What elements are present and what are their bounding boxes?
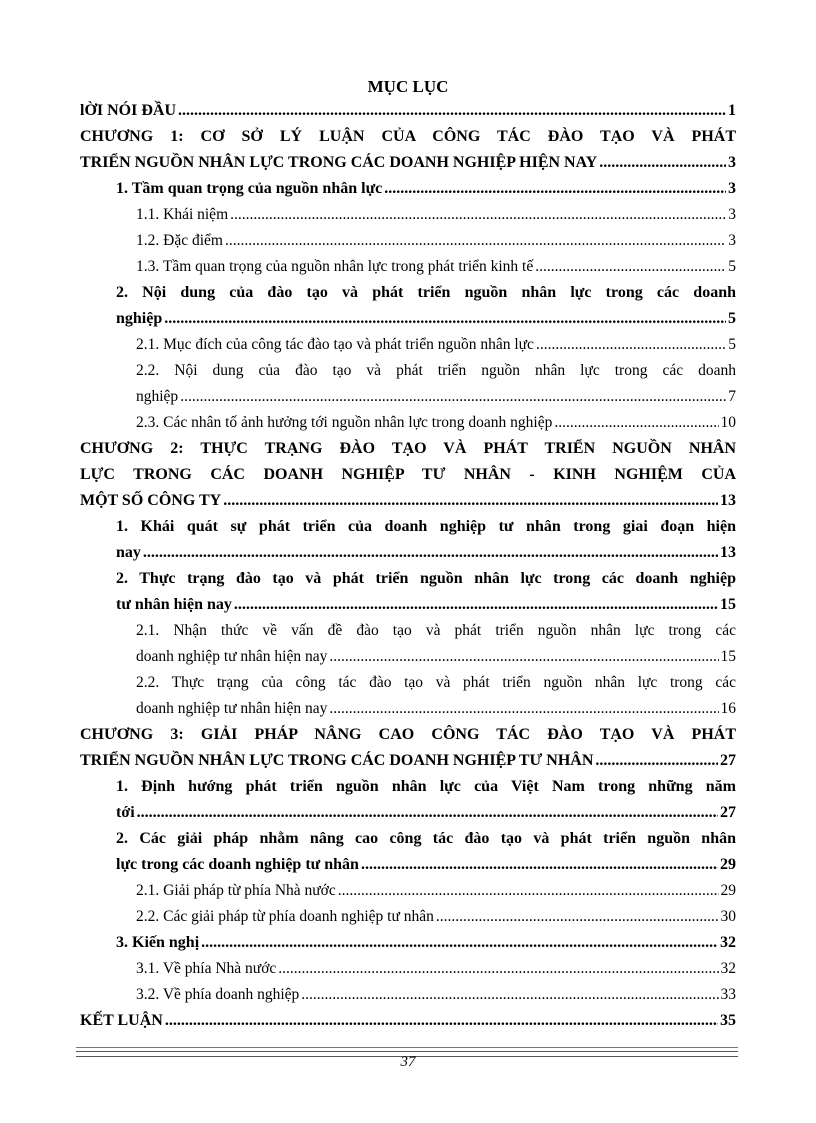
toc-page-number: 33 <box>720 986 736 1003</box>
leader-dots <box>165 1008 718 1034</box>
leader-dots <box>230 202 726 228</box>
toc-page-number: 13 <box>720 544 736 561</box>
toc-page-number: 27 <box>720 804 736 821</box>
toc-entry-2-2-2[interactable] <box>80 670 736 722</box>
toc-entry-text-cont: doanh nghiệp tư nhân hiện nay <box>136 648 328 665</box>
toc-entry-text: 2.2. Nội dung của đào tạo và phát triển nguồn nhân lực trong các doanh <box>136 362 736 379</box>
toc-page-number: 3 <box>728 232 736 249</box>
toc-entry-3-2-1[interactable] <box>80 878 736 904</box>
toc-entry-2-1[interactable] <box>80 514 736 566</box>
leader-dots <box>338 878 719 904</box>
toc-entry-text-mid: LỰC TRONG CÁC DOANH NGHIỆP TƯ NHÂN - KINH NGHIỆM CỦA <box>80 466 736 483</box>
leader-dots <box>137 800 718 826</box>
leader-dots <box>301 982 718 1008</box>
toc-entry-3-3-2[interactable] <box>80 982 736 1008</box>
toc-page-number: 7 <box>728 388 736 405</box>
toc-entry-text: 3.1. Về phía Nhà nước <box>136 960 277 977</box>
toc-entry-text-cont: nghiệp <box>136 388 179 405</box>
toc-page-number: 5 <box>728 310 736 327</box>
toc-entry-text: 2.1. Giải pháp từ phía Nhà nước <box>136 882 336 899</box>
toc-page-number: 30 <box>720 908 736 925</box>
leader-dots <box>361 852 718 878</box>
toc-entry-preface[interactable] <box>80 98 736 124</box>
leader-dots <box>278 956 718 982</box>
toc-entry-2-2[interactable] <box>80 566 736 618</box>
toc-entry-text: 2. Các giải pháp nhằm nâng cao công tác đào tạo và phát triển nguồn nhân <box>116 830 736 847</box>
toc-entry-text: 1.2. Đặc điểm <box>136 232 223 249</box>
toc-entry-text: CHƯƠNG 2: THỰC TRẠNG ĐÀO TẠO VÀ PHÁT TRIỂN NGUỒN NHÂN <box>80 440 736 457</box>
leader-dots <box>178 98 726 124</box>
toc-entry-text: 2.3. Các nhân tố ảnh hưởng tới nguồn nhân lực trong doanh nghiệp <box>136 414 553 431</box>
toc-page-number: 29 <box>720 882 736 899</box>
toc-entry-1-1-1[interactable] <box>80 202 736 228</box>
toc-entry-text: 1. Định hướng phát triển nguồn nhân lực của Việt Nam trong những năm <box>116 778 736 795</box>
toc-entry-text: CHƯƠNG 1: CƠ SỞ LÝ LUẬN CỦA CÔNG TÁC ĐÀO TẠO VÀ PHÁT <box>80 128 736 145</box>
toc-entry-text-cont: TRIỂN NGUỒN NHÂN LỰC TRONG CÁC DOANH NGHIỆP HIỆN NAY <box>80 154 598 171</box>
toc-page-number: 3 <box>728 206 736 223</box>
leader-dots <box>180 384 726 410</box>
toc-entry-text: 1.1. Khái niệm <box>136 206 229 223</box>
toc-entry-2-2-1[interactable] <box>80 618 736 670</box>
toc-page-number: 29 <box>720 856 736 873</box>
toc-entry-text: 1. Tầm quan trọng của nguồn nhân lực <box>116 180 383 197</box>
toc-entry-text: 2.2. Các giải pháp từ phía doanh nghiệp tư nhân <box>136 908 434 925</box>
leader-dots <box>329 696 718 722</box>
toc-entry-text: 2. Thực trạng đào tạo và phát triển nguồn nhân lực trong các doanh nghiệp <box>116 570 736 587</box>
toc-page-number: 16 <box>720 700 736 717</box>
toc-entry-3-3[interactable] <box>80 930 736 956</box>
leader-dots <box>436 904 719 930</box>
toc-page-number: 3 <box>728 180 736 197</box>
leader-dots <box>234 592 718 618</box>
toc-entry-text-cont: TRIỂN NGUỒN NHÂN LỰC TRONG CÁC DOANH NGHIỆP TƯ NHÂN <box>80 752 594 769</box>
leader-dots <box>201 930 718 956</box>
toc-entry-text: 1.3. Tầm quan trọng của nguồn nhân lực trong phát triển kinh tế <box>136 258 534 275</box>
leader-dots <box>223 488 718 514</box>
leader-dots <box>595 748 718 774</box>
toc-entry-3-3-1[interactable] <box>80 956 736 982</box>
toc-page-number: 5 <box>728 336 736 353</box>
toc-page-number: 15 <box>720 596 736 613</box>
page-number: 37 <box>400 1054 416 1070</box>
table-of-contents <box>80 98 736 1034</box>
toc-entry-text: 2.1. Mục đích của công tác đào tạo và phát triển nguồn nhân lực <box>136 336 534 353</box>
toc-page-number: 13 <box>720 492 736 509</box>
toc-entry-1-2-3[interactable] <box>80 410 736 436</box>
toc-entry-text: 2. Nội dung của đào tạo và phát triển nguồn nhân lực trong các doanh <box>116 284 736 301</box>
toc-page-number: 5 <box>728 258 736 275</box>
toc-entry-text: 2.1. Nhận thức về vấn đề đào tạo và phát triển nguồn nhân lực trong các <box>136 622 736 639</box>
toc-page-number: 32 <box>720 934 736 951</box>
toc-entry-text-cont: lực trong các doanh nghiệp tư nhân <box>116 856 359 873</box>
toc-entry-text: 2.2. Thực trạng của công tác đào tạo và phát triển nguồn nhân lực trong các <box>136 674 736 691</box>
toc-entry-3-2-2[interactable] <box>80 904 736 930</box>
leader-dots <box>536 332 726 358</box>
footer-divider-top <box>76 1047 738 1048</box>
toc-entry-text: 1. Khái quát sự phát triển của doanh nghiệp tư nhân trong giai đoạn hiện <box>116 518 736 535</box>
toc-entry-text-cont: nay <box>116 544 141 561</box>
toc-entry-3-2[interactable] <box>80 826 736 878</box>
toc-entry-text: KẾT LUẬN <box>80 1012 163 1029</box>
toc-page-number: 3 <box>728 154 736 171</box>
toc-page-number: 15 <box>720 648 736 665</box>
toc-page-number: 32 <box>720 960 736 977</box>
leader-dots <box>535 254 726 280</box>
toc-entry-text: CHƯƠNG 3: GIẢI PHÁP NÂNG CAO CÔNG TÁC ĐÀO TẠO VÀ PHÁT <box>80 726 736 743</box>
toc-entry-1-1[interactable] <box>80 176 736 202</box>
toc-page-number: 10 <box>720 414 736 431</box>
leader-dots <box>554 410 718 436</box>
toc-entry-text-cont: doanh nghiệp tư nhân hiện nay <box>136 700 328 717</box>
page-title: MỤC LỤC <box>367 77 449 96</box>
toc-entry-chapter-2[interactable] <box>80 436 736 514</box>
toc-entry-text: 3.2. Về phía doanh nghiệp <box>136 986 300 1003</box>
toc-entry-text: lỜI NÓI ĐẦU <box>80 102 177 119</box>
leader-dots <box>384 176 726 202</box>
toc-entry-1-2-1[interactable] <box>80 332 736 358</box>
leader-dots <box>599 150 726 176</box>
toc-entry-text: 3. Kiến nghị <box>116 934 200 951</box>
toc-entry-1-2-2[interactable] <box>80 358 736 410</box>
toc-entry-chapter-1[interactable] <box>80 124 736 176</box>
toc-page-number: 35 <box>720 1012 736 1029</box>
toc-entry-3-1[interactable] <box>80 774 736 826</box>
leader-dots <box>143 540 718 566</box>
toc-entry-chapter-3[interactable] <box>80 722 736 774</box>
toc-entry-text-cont: nghiệp <box>116 310 163 327</box>
toc-entry-1-1-2[interactable] <box>80 228 736 254</box>
toc-entry-text-cont: MỘT SỐ CÔNG TY <box>80 492 222 509</box>
toc-entry-1-2[interactable] <box>80 280 736 332</box>
toc-page-number: 1 <box>728 102 736 119</box>
leader-dots <box>164 306 726 332</box>
toc-page-number: 27 <box>720 752 736 769</box>
toc-entry-text-cont: tới <box>116 804 135 821</box>
toc-entry-conclusion[interactable] <box>80 1008 736 1034</box>
leader-dots <box>329 644 718 670</box>
toc-entry-1-1-3[interactable] <box>80 254 736 280</box>
toc-entry-text-cont: tư nhân hiện nay <box>116 596 232 613</box>
leader-dots <box>225 228 726 254</box>
